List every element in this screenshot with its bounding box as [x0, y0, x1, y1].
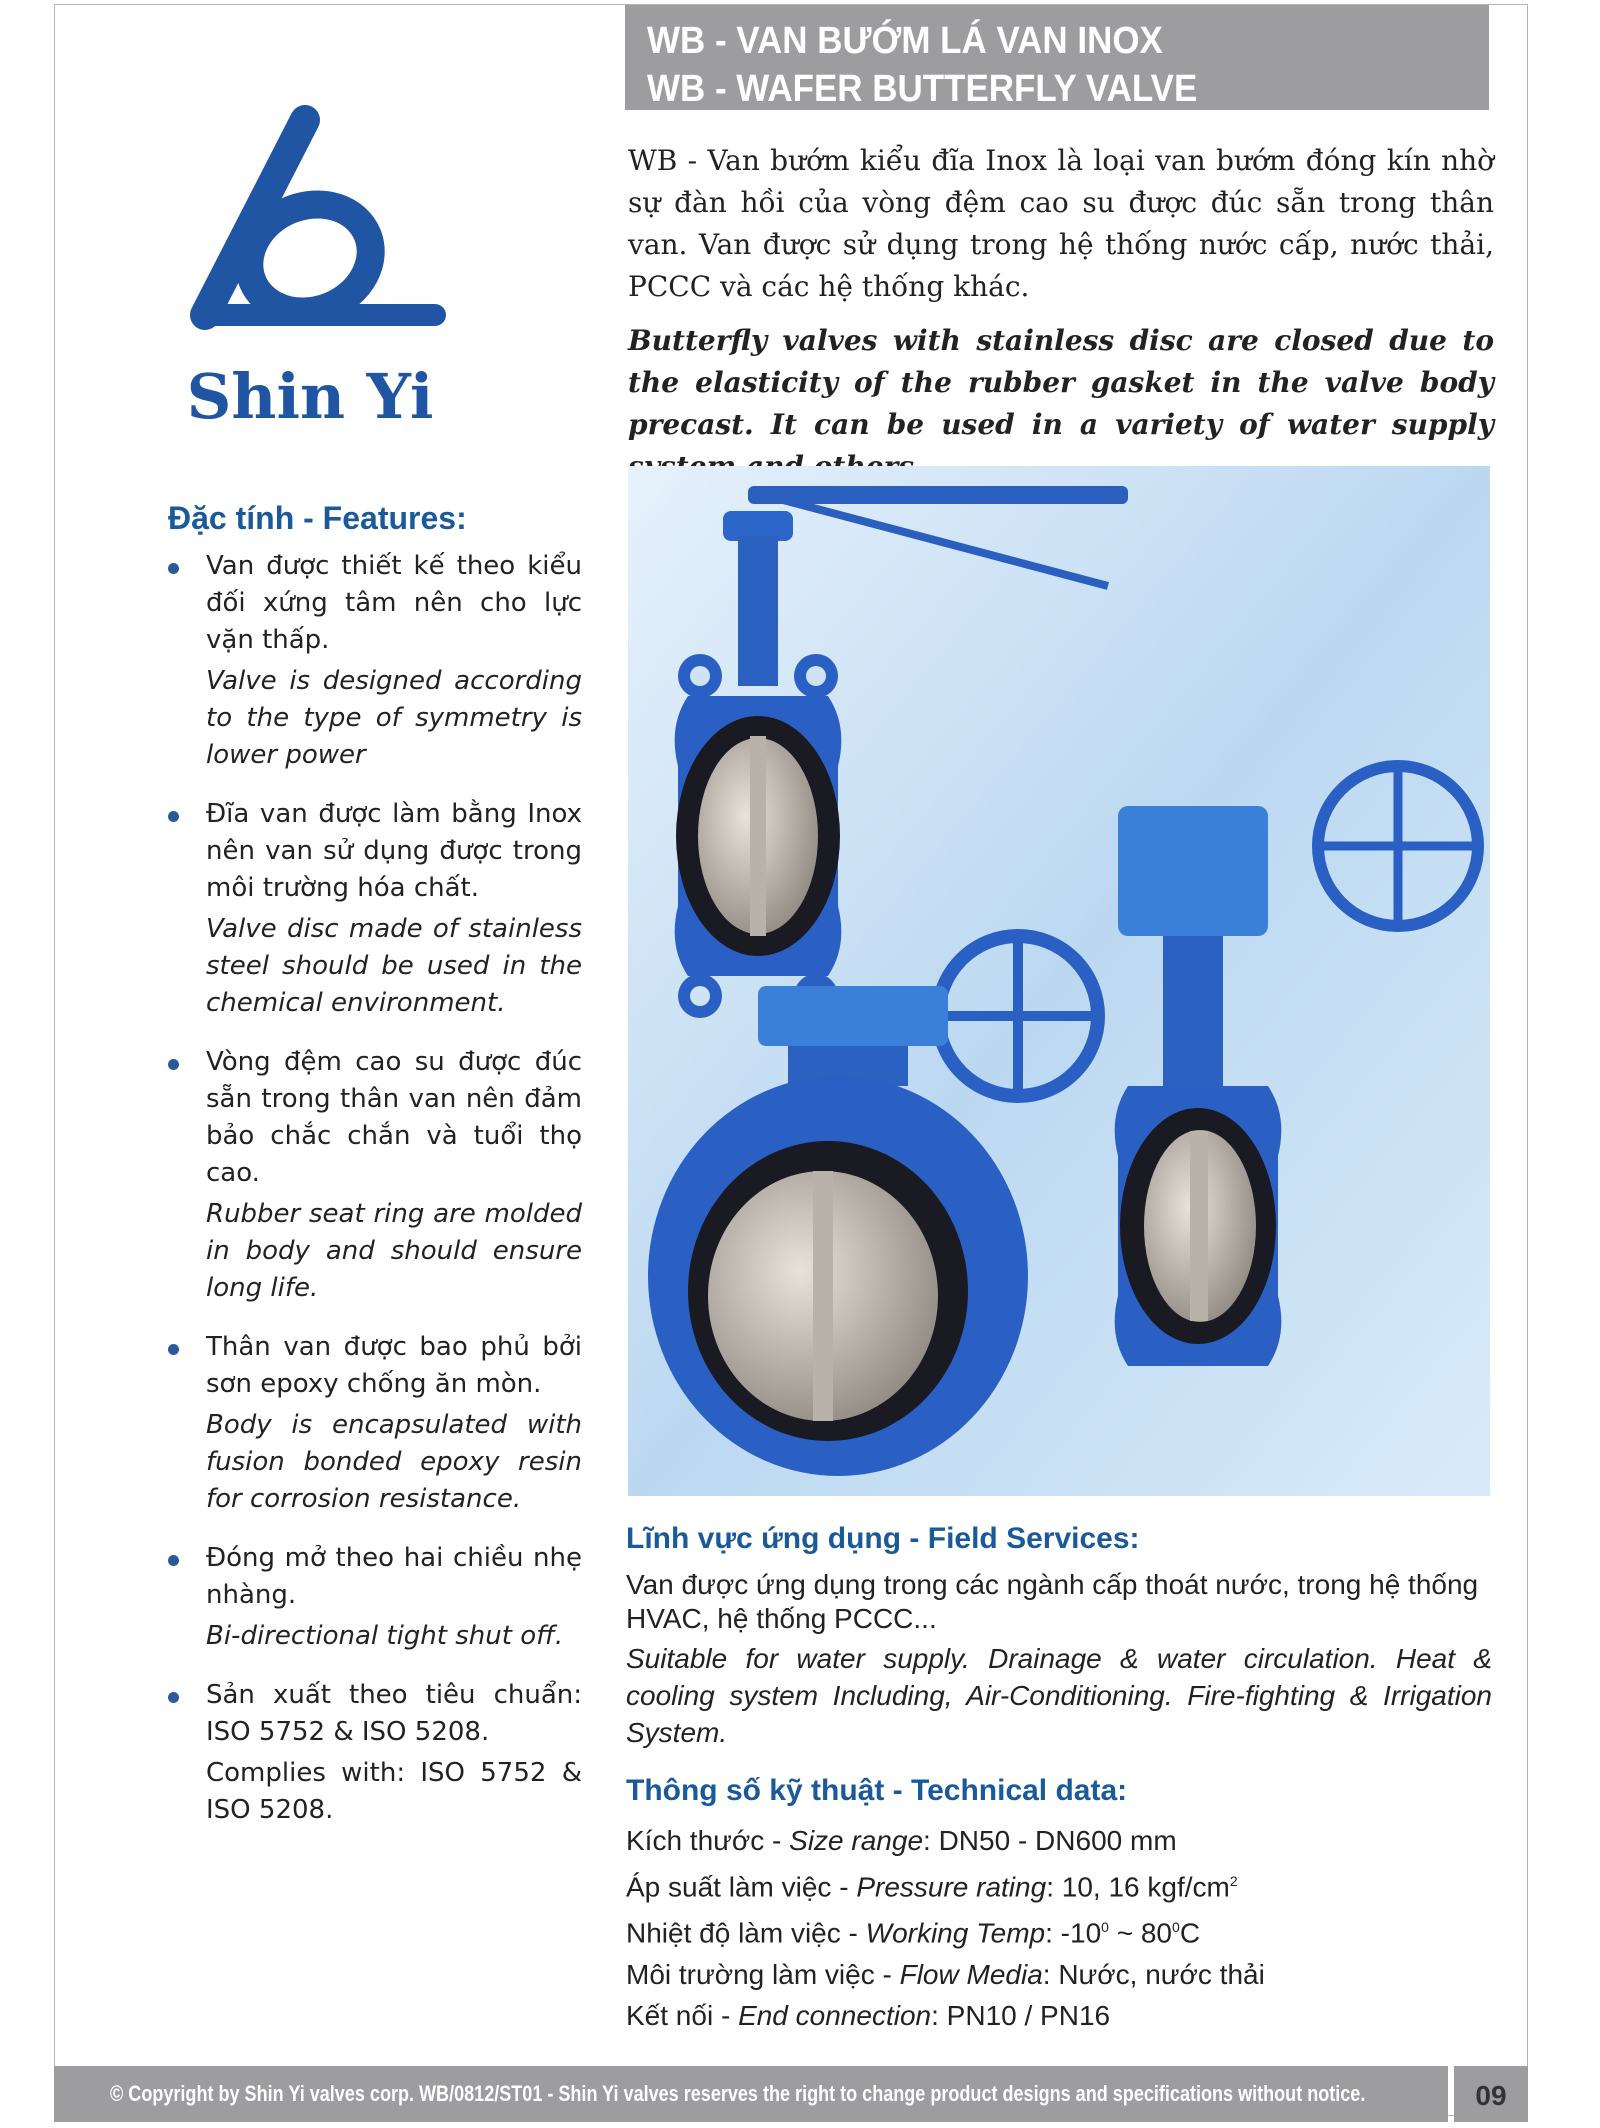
- field-services-title: Lĩnh vực ứng dụng - Field Services:: [626, 1522, 1140, 1555]
- intro-en: Butterfly valves with stainless disc are closed due to the elasticity of the rubber gasket in the valve body precast. It can be used in a variety of water supply: [628, 324, 1494, 441]
- logo-text: Shin Yi: [186, 360, 434, 433]
- bullet-icon: [168, 1555, 179, 1566]
- features-list: [168, 548, 582, 1851]
- feature-en: Rubber seat ring are molded in body and should ensure long life.: [206, 1199, 582, 1303]
- feature-en: Valve is designed according to the type of symmetry is lower power: [206, 666, 582, 770]
- tech-size: Kích thước - Size range: DN50 - DN600 mm: [626, 1825, 1177, 1856]
- feature-vi: Van được thiết kế theo kiểu đối xứng tâm nên cho lực vặn thấp.: [206, 551, 582, 655]
- title-vi: WB - VAN BƯỚM LÁ VAN INOX: [647, 20, 1163, 62]
- intro-vi: WB - Van bướm kiểu đĩa Inox là loại van bướm đóng kín nhờ sự đàn hồi của vòng đệm cao su được đúc sẵn trong thân van. Van được sử dụng trong hệ thống nước cấp, nước thải, PCCC và các hệ thống khác.: [628, 144, 1494, 303]
- feature-vi: Đóng mở theo hai chiều nhẹ nhàng.: [206, 1543, 582, 1610]
- tech-connection: Kết nối - End connection: PN10 / PN16: [626, 1999, 1111, 2031]
- feature-en: Complies with: ISO 5752 & ISO 5208.: [206, 1758, 582, 1825]
- tech-temp: Nhiệt độ làm việc - Working Temp: $-10^0$ ~ $80^0C$: [626, 1917, 1201, 1949]
- feature-item: [168, 1044, 582, 1307]
- feature-item: [168, 1677, 582, 1829]
- bullet-icon: [168, 1692, 179, 1703]
- page-number: 09: [1454, 2066, 1528, 2122]
- features-title: Đặc tính - Features:: [168, 500, 467, 536]
- technical-data: [626, 1820, 1492, 2036]
- feature-vi: Sản xuất theo tiêu chuẩn: ISO 5752 & ISO 5208.: [206, 1680, 582, 1747]
- feature-vi: Thân van được bao phủ bởi sơn epoxy chống ăn mòn.: [206, 1332, 582, 1399]
- product-photo: [628, 466, 1490, 1496]
- feature-vi: Đĩa van được làm bằng Inox nên van sử dụng được trong môi trường hóa chất.: [206, 799, 582, 903]
- feature-en: Valve disc made of stainless steel should be used in the chemical environment.: [206, 914, 582, 1018]
- title-bar: [625, 5, 1489, 110]
- shin-yi-logo: [160, 100, 460, 440]
- bullet-icon: [168, 563, 179, 574]
- technical-title: Thông số kỹ thuật - Technical data:: [626, 1774, 1128, 1807]
- field-services-vi: Van được ứng dụng trong các ngành cấp thoát nước, trong hệ thống HVAC, hệ thống PCCC...: [626, 1569, 1479, 1634]
- feature-en: Body is encapsulated with fusion bonded epoxy resin for corrosion resistance.: [206, 1410, 582, 1514]
- tech-pressure: Áp suất làm việc - Pressure rating: 10, 16 kgf/$cm^2$: [626, 1871, 1238, 1903]
- bullet-icon: [168, 1344, 179, 1355]
- tech-media: Môi trường làm việc - Flow Media: Nước, nước thải: [626, 1958, 1265, 1990]
- feature-item: [168, 1540, 582, 1655]
- bullet-icon: [168, 811, 179, 822]
- feature-item: [168, 1329, 582, 1518]
- bullet-icon: [168, 1059, 179, 1070]
- feature-item: [168, 548, 582, 774]
- title-en: WB - WAFER BUTTERFLY VALVE: [647, 68, 1198, 110]
- feature-vi: Vòng đệm cao su được đúc sẵn trong thân van nên đảm bảo chắc chắn và tuổi thọ cao.: [206, 1047, 582, 1188]
- feature-en: Bi-directional tight shut off.: [206, 1621, 564, 1651]
- field-services-en: Suitable for water supply. Drainage & water circulation. Heat & cooling system Including, Air-Conditioning. Fire-fighting & Irrigation System.: [626, 1643, 1492, 1748]
- footer-copyright: © Copyright by Shin Yi valves corp. WB/0812/ST01 - Shin Yi valves reserves the right to change product designs and specifications without notice.: [54, 2066, 1448, 2122]
- feature-item: [168, 796, 582, 1022]
